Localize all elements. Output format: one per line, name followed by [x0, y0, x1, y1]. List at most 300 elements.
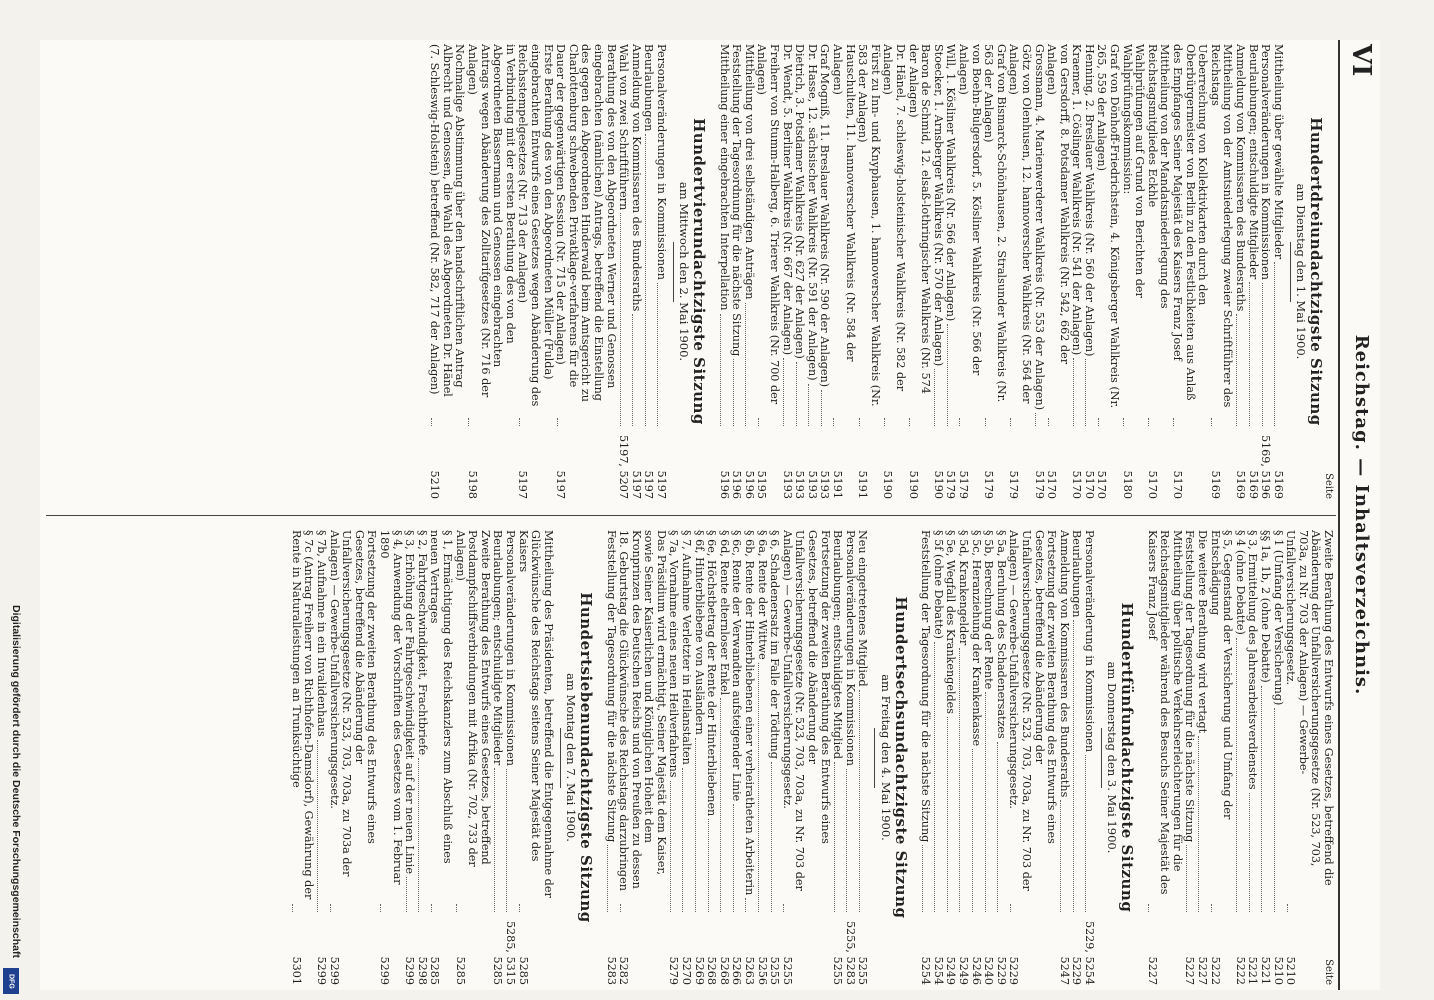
- toc-entry-page: 5299: [315, 956, 329, 985]
- toc-entry-page: 5179: [982, 470, 996, 499]
- toc-entry-page: 5249: [944, 956, 958, 985]
- toc-entry-text: Anmeldung von Kommissaren des Bundesraths: [1234, 44, 1248, 312]
- toc-entry-page: 5222: [1233, 956, 1247, 985]
- toc-entry-text: § 6c, Rente der Verwandten aufsteigender Linie: [730, 530, 744, 802]
- toc-entry-page: 5180: [1120, 470, 1134, 499]
- toc-entry-page: 5227: [1145, 956, 1159, 985]
- dot-leader: [607, 845, 608, 912]
- toc-entry-page: 5221: [1246, 956, 1260, 985]
- dot-leader: [1035, 413, 1036, 426]
- toc-entry-text: Feststellung der Tagesordnung für die nächste Sitzung: [730, 44, 744, 357]
- toc-entry: [982, 44, 1007, 499]
- toc-entry-page: 5299: [327, 956, 341, 985]
- toc-entry-text: Anmeldung von Kommissaren des Bundesraths: [629, 44, 643, 312]
- session-date: am Freitag den 4. Mai 1900.: [879, 674, 893, 841]
- toc-entry: [730, 530, 743, 985]
- toc-entry: [1271, 530, 1284, 985]
- toc-entry-page: 5196: [730, 470, 744, 499]
- toc-entry-text: § 5, Gegenstand der Versicherung und Umfang der Entschädigung: [1208, 530, 1235, 820]
- toc-entry-text: § 7a, Vornahme eines neuen Heilverfahrens: [667, 530, 681, 778]
- dot-leader: [670, 781, 671, 912]
- dot-leader: [745, 303, 746, 427]
- toc-entry-page: 5227: [1183, 956, 1197, 985]
- toc-entry-text: Nochmalige Abstimmung über den handschriftlichen Antrag Albrecht und Genossen, die Wahl des Abgeordneten Dr. Hänel (7. Schleswig-Holstein) betreffend (Nr. 582, 717 der Anlagen): [428, 44, 467, 397]
- dot-leader: [1148, 418, 1149, 426]
- dot-leader: [833, 418, 834, 426]
- toc-entry: [516, 530, 554, 985]
- dot-leader: [783, 904, 784, 912]
- toc-entry-page: 5263: [743, 956, 757, 985]
- toc-entry-page: 5169: [1208, 470, 1222, 499]
- dot-leader: [745, 898, 746, 912]
- toc-entry-page: 5229: [1007, 956, 1021, 985]
- dot-leader: [1274, 262, 1275, 426]
- dot-leader: [821, 390, 822, 426]
- dot-leader: [1287, 904, 1288, 912]
- toc-entry: [755, 530, 768, 985]
- toc-entry-text: Henning, 2. Breslauer Wahlkreis (Nr. 560 der Anlagen): [1082, 44, 1096, 357]
- session-rule: [874, 728, 875, 788]
- toc-entry-page: 5269: [692, 956, 706, 985]
- toc-entry: [654, 44, 667, 499]
- toc-entry: [428, 530, 453, 985]
- session-title: Hundertfünfundachtzigste Sitzung: [1118, 602, 1137, 913]
- toc-entry: [944, 44, 957, 499]
- toc-entry: [830, 44, 855, 499]
- toc-entry-text: Mittheilung über politische Verkehrserleichterungen für die Reichstagsmitglieder während des Besuchs Seiner Majestät des Kaisers Franz Josef: [1145, 530, 1184, 895]
- column-divider: [46, 515, 1336, 516]
- toc-entry-page: 5210: [1271, 956, 1285, 985]
- seite-label: Seite: [1323, 473, 1334, 499]
- toc-entry-text: Beurlaubungen; entschuldigte Mitglieder: [1246, 44, 1260, 280]
- toc-entry-page: 5299: [378, 956, 392, 985]
- dot-leader: [317, 740, 318, 912]
- dot-leader: [620, 213, 621, 426]
- toc-entry-text: Freiherr von Stumm-Halberg, 6. Trierer Wahlkreis (Nr. 700 der Anlagen): [755, 44, 782, 405]
- toc-entry: [289, 530, 314, 985]
- toc-entry-page: 5285: [516, 956, 530, 985]
- toc-entry: [403, 530, 416, 985]
- toc-entry: [327, 530, 377, 985]
- toc-entry-text: § 3, Ermittelung des Jahresarbeitsverdienstes: [1246, 530, 1260, 790]
- dot-leader: [859, 418, 860, 426]
- toc-entry-text: Personalveränderung in Kommissionen: [1082, 530, 1096, 753]
- dot-leader: [1236, 314, 1237, 426]
- toc-entry: [491, 530, 504, 985]
- toc-entry-text: § 3, Erhöhung der Fahrtgeschwindigkeit auf der neuen Linie: [403, 530, 417, 874]
- toc-entry: [617, 530, 667, 985]
- toc-entry: [1208, 44, 1233, 499]
- digitization-note: [0, 605, 22, 1000]
- page-header: [1338, 40, 1380, 990]
- dot-leader: [468, 418, 469, 426]
- toc-entry-page: 5169: [1271, 470, 1285, 499]
- toc-entry: [956, 530, 969, 985]
- dot-leader: [431, 418, 432, 426]
- toc-entry-text: § 6a, Rente der Wittwe: [755, 530, 769, 660]
- left-column-blocks: [428, 44, 1325, 499]
- dot-leader: [292, 904, 293, 912]
- toc-entry: [805, 44, 818, 499]
- toc-entry-text: Graf von Bismarck-Schönhausen, 2. Stralsunder Wahlkreis (Nr. 563 der Anlagen): [982, 44, 1008, 403]
- toc-entry: [1170, 44, 1208, 499]
- right-column-blocks: [289, 530, 1334, 985]
- toc-entry-page: 5196: [717, 470, 731, 499]
- toc-entry: [919, 530, 932, 985]
- toc-entry-text: Personalveränderungen in Kommissionen: [503, 530, 517, 766]
- dot-leader: [1060, 800, 1061, 912]
- toc-entry-text: Graf von Dönhoff-Friedrichstein, 4. Königsberger Wahlkreis (Nr. 265, 559 der Anlagen): [1095, 44, 1122, 409]
- dot-leader: [431, 904, 432, 912]
- running-title: Reichstag. — Inhaltsverzeichnis.: [1351, 334, 1372, 696]
- toc-entry-page: 5170: [1145, 470, 1159, 499]
- toc-entry: [969, 530, 982, 985]
- toc-entry: [1007, 44, 1032, 499]
- dot-leader: [1048, 418, 1049, 426]
- toc-entry-page: 5255: [780, 956, 794, 985]
- toc-entry-page: 5254: [919, 956, 933, 985]
- session-heading: [874, 530, 910, 985]
- toc-entry-page: 5221: [1259, 956, 1273, 985]
- toc-entry-page: 5197: [516, 470, 530, 499]
- toc-entry-page: 5268: [717, 956, 731, 985]
- toc-entry-page: 5222: [1208, 956, 1222, 985]
- toc-entry: [1082, 44, 1095, 499]
- toc-entry: [906, 44, 931, 499]
- toc-entry-text: Fortsetzung der zweiten Berathung des Entwurfs eines Gesetzes, betreffend die Abänderung der Unfallversicherungsgesetze (Nr. 523, 703, 703a, zu Nr. 703 der Anlagen) — Gewerbe-Unfallversicherungsgesetz.: [780, 530, 832, 891]
- toc-entry-page: 5190: [931, 470, 945, 499]
- toc-entry: [1057, 530, 1070, 985]
- dot-leader: [683, 768, 684, 912]
- toc-entry-page: 5229, 5254: [1082, 920, 1096, 985]
- session-title: Hundertsiebenundachtzigste Sitzung: [576, 592, 595, 923]
- toc-entry: [642, 44, 655, 499]
- toc-entry-text: § 6f, Hinterbliebene von Ausländern: [692, 530, 706, 735]
- toc-entry: [780, 44, 793, 499]
- toc-entry-text: Dr. Hänel, 7. schleswig-holsteinischer Wahlkreis (Nr. 582 der Anlagen): [881, 44, 907, 392]
- toc-entry-page: 5279: [667, 956, 681, 985]
- toc-entry-text: Beurlaubungen; entschuldigte Mitglieder: [491, 530, 505, 766]
- toc-entry-text: Baron de Schmid, 12. elsaß-lothringischer Wahlkreis (Nr. 574 der Anlagen): [906, 44, 933, 394]
- toc-entry-text: § 1, Ermächtigung des Reichskanzlers zum Abschluß eines neuen Vertrages: [428, 530, 454, 864]
- toc-entry: [730, 44, 743, 499]
- toc-entry-text: Mittheilung über gewählte Mitglieder: [1271, 44, 1285, 260]
- toc-entry-page: 5285, 5315: [503, 920, 517, 985]
- toc-entry-text: Kraemer, 1. Cöslinger Wahlkreis (Nr. 541 der Anlagen): [1070, 44, 1084, 356]
- toc-entry-text: Mittheilung von drei selbständigen Anträgen: [742, 44, 756, 300]
- dot-leader: [456, 904, 457, 912]
- dfg-logo: DFG: [3, 968, 19, 994]
- toc-entry-page: 5285: [428, 956, 442, 985]
- dot-leader: [997, 742, 998, 912]
- toc-entry: [1195, 530, 1208, 985]
- dot-leader: [758, 663, 759, 912]
- dot-leader: [1236, 638, 1237, 912]
- toc-entry: [1246, 530, 1259, 985]
- toc-entry: [856, 530, 869, 985]
- toc-entry-text: Wahlprüfungen auf Grund von Berichten der Wahlprüfungskommission:: [1120, 44, 1147, 298]
- toc-entry-text: Götz von Olenhusen, 12. hannoverscher Wahlkreis (Nr. 564 der Anlagen): [1007, 44, 1033, 404]
- toc-entry-page: 5210: [1284, 956, 1298, 985]
- session-title: Hundertdreiundachtzigste Sitzung: [1307, 117, 1325, 426]
- toc-entry: [1258, 530, 1271, 985]
- toc-entry-page: 5299: [403, 956, 417, 985]
- toc-entry-text: § 5c, Heranziehung der Krankenkasse: [969, 530, 983, 747]
- toc-entry-page: 5190: [906, 470, 920, 499]
- dot-leader: [494, 768, 495, 912]
- dot-leader: [859, 690, 860, 912]
- toc-entry: [1070, 44, 1083, 499]
- toc-entry-page: 5179: [1007, 470, 1021, 499]
- toc-entry-text: § 4, Anwendung der Vorschriften des Gesetzes vom 1. Februar 1890: [378, 530, 404, 885]
- dot-leader: [1123, 418, 1124, 426]
- toc-entry-page: 5170: [1095, 470, 1109, 499]
- toc-entry: [1032, 44, 1045, 499]
- dot-leader: [720, 698, 721, 912]
- toc-entry-page: 5255: [856, 956, 870, 985]
- toc-entry-text: von Gersdorff, 8. Potsdamer Wahlkreis (Nr. 542, 662 der Anlagen): [1045, 44, 1071, 365]
- dot-leader: [758, 418, 759, 426]
- toc-entry-text: Berathung des von den Abgeordneten Werner und Genossen eingebrachten (nämlichen) Antrags, betreffend die Einstellung des gegen den Abgeordneten Hinderwald beim Amtsgericht zu Charlottenburg schwebenden Privatklage-verfahrens für die Dauer der gegenwärtigen Session (Nr. 715 der Anlagen): [554, 44, 618, 402]
- toc-entry: [377, 530, 402, 985]
- dot-leader: [959, 418, 960, 426]
- toc-entry-text: § 5a, Beruhung des Schadenersatzes: [994, 530, 1008, 739]
- dot-leader: [808, 384, 809, 426]
- toc-entry: [1120, 44, 1145, 499]
- toc-entry-text: Beurlaubungen: [1070, 530, 1084, 618]
- seite-label: Seite: [1323, 959, 1334, 985]
- right-column: [54, 530, 1334, 985]
- dot-leader: [1211, 418, 1212, 426]
- toc-entry: [667, 530, 680, 985]
- dot-leader: [985, 418, 986, 426]
- toc-entry-text: Feststellung der Tagesordnung für die nächste Sitzung: [604, 530, 618, 843]
- toc-entry-page: 5197: [642, 470, 656, 499]
- dot-leader: [1098, 418, 1099, 426]
- toc-entry-page: 5285: [453, 956, 467, 985]
- toc-entry-text: § 5e, Wegfall des Krankengeldes: [944, 530, 958, 715]
- toc-entry-page: 5193: [780, 470, 794, 499]
- dot-leader: [330, 904, 331, 912]
- dot-leader: [972, 749, 973, 912]
- toc-entry: [1183, 530, 1196, 985]
- dot-leader: [771, 762, 772, 912]
- toc-entry: [453, 530, 491, 985]
- toc-entry: [818, 44, 831, 499]
- toc-entry-text: Fortsetzung der zweiten Berathung des Entwurfs eines Gesetzes, betreffend die Abänderung der Unfallversicherungsgesetze (Nr. 523, 703, 703a, zu Nr. 703 der Anlagen) — Gewerbe-Unfallversicherungsgesetz.: [1007, 530, 1059, 891]
- toc-entry: [742, 530, 755, 985]
- toc-entry-text: Hauschulten, 11. hannoverscher Wahlkreis (Nr. 584 der Anlagen): [831, 44, 857, 362]
- toc-entry: [415, 530, 428, 985]
- toc-entry-text: Mittheilung von der Amtsniederlegung zweier Schriftführer des Reichstags: [1208, 44, 1235, 408]
- toc-entry-page: 5266: [730, 956, 744, 985]
- toc-entry-page: 5240: [982, 956, 996, 985]
- toc-entry-text: § 6b, Rente der Hinterbliebenen einer verheiratheten Arbeiterin: [743, 530, 757, 896]
- toc-entry-page: 5285: [491, 956, 505, 985]
- toc-entry: [994, 530, 1007, 985]
- dot-leader: [1010, 418, 1011, 426]
- dot-leader: [947, 324, 948, 426]
- dot-leader: [733, 359, 734, 426]
- toc-entry-text: Graf Mogniß, 11. Breslauer Wahlkreis (Nr. 590 der Anlagen): [818, 44, 832, 388]
- dot-leader: [519, 418, 520, 426]
- toc-entry: [1007, 530, 1057, 985]
- toc-entry-page: 5227: [1196, 956, 1210, 985]
- dot-leader: [695, 738, 696, 912]
- toc-entry-page: 5198: [466, 470, 479, 499]
- toc-entry-page: 5249: [956, 956, 970, 985]
- toc-entry-text: Mittheilung des Präsidenten, betreffend die Entgegennahme der Glückwünsche des Reichstags seitens Seiner Majestät des Kaisers: [516, 530, 555, 898]
- dot-leader: [1010, 904, 1011, 912]
- toc-entry-page: 5197, 5207: [617, 434, 631, 499]
- toc-entry-text: Das Präsidium wird ermächtigt, Seiner Majestät dem Kaiser, sowie Seiner Kaiserlichen und Königlichen Hoheit dem Kronprinzen des Deutschen Reichs und von Preußen zu dessen 18. Geburtstag die Glückwünsche des Reichstags darzubringen: [617, 530, 668, 891]
- toc-entry: [1246, 44, 1259, 499]
- toc-entry: [617, 44, 630, 499]
- toc-entry: [1233, 44, 1246, 499]
- toc-entry: [465, 44, 515, 499]
- dot-leader: [1173, 418, 1174, 426]
- toc-entry-page: 5170: [1045, 470, 1059, 499]
- toc-entry-text: Will, 1. Kösliner Wahlkreis (Nr. 566 der Anlagen): [944, 44, 958, 322]
- toc-entry-text: Anmeldung von Kommissaren des Bundesraths: [1057, 530, 1071, 798]
- toc-entry-text: Zweite Berathung des Entwurfs eines Gesetzes, betreffend die Abänderung der Unfallversicherungsgesetze (Nr. 523, 703, 703a, zu Nr. 703 der Anlagen) — Gewerbe-Unfallversicherungsgesetz.: [1284, 530, 1335, 886]
- toc-entry: [604, 530, 617, 985]
- dot-leader: [796, 362, 797, 426]
- toc-entry-page: 5193: [818, 470, 832, 499]
- left-column: [54, 44, 1334, 499]
- dot-leader: [1274, 708, 1275, 912]
- toc-entry-page: 5179: [944, 470, 958, 499]
- toc-entry-page: 5170: [1070, 470, 1084, 499]
- dot-leader: [1085, 755, 1086, 912]
- session-rule: [1290, 242, 1291, 302]
- dot-leader: [884, 418, 885, 426]
- toc-entry: [881, 44, 906, 499]
- toc-entry-page: 5195: [755, 470, 769, 499]
- toc-entry-text: § 7, Aufnahme Verletzter in Heilanstalten: [680, 530, 694, 765]
- dot-leader: [657, 283, 658, 426]
- toc-entry: [717, 530, 730, 985]
- toc-entry: [982, 530, 995, 985]
- toc-entry-text: § 5f (ohne Debatte): [931, 530, 945, 640]
- toc-entry-page: 5169: [1234, 470, 1248, 499]
- toc-entry: [428, 44, 466, 499]
- session-heading: [1101, 530, 1137, 985]
- toc-entry: [1233, 530, 1246, 985]
- toc-entry: [1271, 44, 1284, 499]
- toc-entry: [503, 530, 516, 985]
- toc-entry-text: Fortsetzung der zweiten Berathung des Entwurfs eines Gesetzes, betreffend die Abänderung der Unfallversicherungsgesetze (Nr. 523, 703, 703a, zu 703a der Anlagen) — Gewerbe-Unfallversicherungsgesetz.: [327, 530, 379, 877]
- toc-entry-page: 5282: [617, 956, 631, 985]
- dot-leader: [620, 904, 621, 912]
- toc-entry-page: 5191: [831, 470, 845, 499]
- toc-entry-page: 5193: [805, 470, 819, 499]
- toc-entry-page: 5191: [856, 470, 870, 499]
- toc-entry-text: von Boehn-Bulgersdorf, 5. Kösliner Wahlkreis (Nr. 566 der Anlagen): [956, 44, 983, 376]
- toc-entry: [956, 44, 981, 499]
- toc-entry-text: Mittheilung einer eingebrachten Interpellation: [717, 44, 731, 311]
- toc-entry-page: 5197: [554, 470, 568, 499]
- toc-entry-text: § 4 (ohne Debatte): [1233, 530, 1247, 635]
- toc-entry-text: Personalveränderungen in Kommissionen: [1259, 44, 1273, 280]
- dot-leader: [947, 717, 948, 912]
- dot-leader: [985, 692, 986, 912]
- toc-entry-page: 5196: [742, 470, 756, 499]
- toc-entry-text: §§ 1a, 1b, 2 (ohne Debatte): [1259, 530, 1273, 683]
- toc-entry-text: Feststellung der Tagesordnung für die nächste Sitzung: [1183, 530, 1197, 843]
- session-heading: [1290, 44, 1325, 499]
- dot-leader: [783, 358, 784, 426]
- toc-entry-text: Stoecker, 1. Arnsberger Wahlkreis (Nr. 570 der Anlagen): [931, 44, 945, 367]
- toc-entry-page: 5301: [289, 956, 303, 985]
- dot-leader: [1211, 904, 1212, 912]
- session-date: am Mittwoch den 2. Mai 1900.: [677, 181, 692, 362]
- session-title: Hundertsechsundachtzigste Sitzung: [891, 596, 910, 919]
- toc-entry-text: § 7b, Aufnahme in ein Invalidenhaus: [315, 530, 329, 737]
- toc-entry-text: § 6, Schadenersatz im Falle der Tödtung: [768, 530, 782, 759]
- session-heading: [560, 530, 595, 985]
- dot-leader: [1148, 904, 1149, 912]
- toc-entry: [1259, 44, 1272, 499]
- dot-leader: [846, 769, 847, 912]
- toc-entry: [554, 44, 617, 499]
- toc-entry-page: 5197: [629, 470, 643, 499]
- toc-entry: [1070, 530, 1083, 985]
- dot-leader: [1085, 359, 1086, 426]
- toc-entry-page: 5169: [1246, 470, 1260, 499]
- digitization-note-text: Digitalisierung gefördert durch die Deutsche Forschungsgemeinschaft: [10, 605, 22, 958]
- toc-entry-page: 5169, 5196: [1259, 434, 1273, 499]
- dot-leader: [909, 418, 910, 426]
- session-rule: [673, 242, 674, 302]
- dot-leader: [934, 642, 935, 912]
- dot-leader: [720, 314, 721, 427]
- toc-entry-text: Zweite Berathung des Entwurfs eines Gesetzes, betreffend Postdampfschiffsverbindungen mit Afrika (Nr. 702, 733 der Anlagen): [453, 530, 492, 867]
- toc-entry: [768, 530, 781, 985]
- toc-entry: [1145, 44, 1170, 499]
- toc-entry-page: 5298: [415, 956, 429, 985]
- toc-entry-page: 5255: [768, 956, 782, 985]
- toc-entry-text: Wahl von zwei Schriftführern: [617, 44, 631, 211]
- toc-entry-page: 5190: [881, 470, 895, 499]
- toc-entry: [780, 530, 830, 985]
- toc-entry: [931, 44, 944, 499]
- toc-entry-text: § 5d, Krankengelder: [956, 530, 970, 646]
- toc-entry: [944, 530, 957, 985]
- toc-entry: [755, 44, 780, 499]
- dot-leader: [406, 877, 407, 912]
- toc-entry-page: 5255: [831, 956, 845, 985]
- toc-entry-text: § 6d, Rente elternloser Enkel: [717, 530, 731, 696]
- toc-entry-text: Die weitere Berathung wird vertagt: [1196, 530, 1210, 734]
- dot-leader: [959, 648, 960, 912]
- toc-entry-page: 5256: [755, 956, 769, 985]
- toc-entry-page: 5210: [428, 470, 442, 499]
- toc-entry: [1208, 530, 1233, 985]
- dot-leader: [834, 762, 835, 912]
- toc-entry: [1082, 530, 1095, 985]
- dot-leader: [1249, 282, 1250, 426]
- dot-leader: [922, 845, 923, 912]
- toc-entry: [717, 44, 730, 499]
- toc-entry-text: Beurlaubungen: [642, 44, 656, 132]
- dot-leader: [1262, 283, 1263, 426]
- dot-leader: [645, 134, 646, 426]
- dot-leader: [1186, 845, 1187, 912]
- session-title: Hundertvierundachtzigste Sitzung: [690, 118, 709, 425]
- toc-entry-page: 5197: [654, 470, 668, 499]
- toc-entry-page: 5170: [1171, 470, 1185, 499]
